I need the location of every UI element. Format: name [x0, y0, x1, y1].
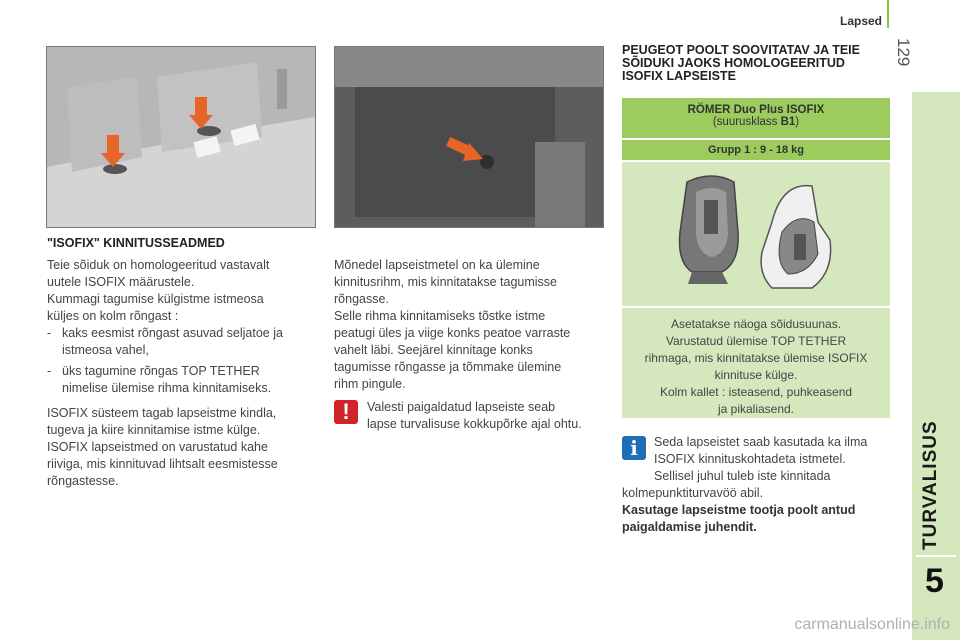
seat-description: Asetatakse näoga sõidusuunas. Varustatud ülemise TOP TETHER rihmaga, mis kinnitatakse ülemise ISOFIX kinnituse külge. Kolm kallet : isteasend, puhkeasend ja pikaliasend. — [622, 308, 890, 418]
isofix-heading: "ISOFIX" KINNITUSSEADMED — [47, 236, 225, 250]
seat-model: RÖMER Duo Plus ISOFIX — [687, 104, 825, 116]
info-note: Seda lapseistet saab kasutada ka ilma ISOFIX kinnituskohtadeta istmetel. Sellisel juhul tuleb iste kinnitada — [654, 435, 868, 483]
chapter-number: 5 — [925, 562, 944, 600]
child-seat-table — [622, 98, 890, 418]
intro-line: Kummagi tagumise külgistme istmeosa — [47, 292, 264, 306]
header-divider — [887, 0, 889, 28]
chapter-side-label: TURVALISUS — [920, 420, 941, 550]
seat-size-class: (suurusklass B1) — [712, 116, 800, 128]
chapter-title: Lapsed — [839, 14, 882, 28]
recommended-seat-heading: PEUGEOT POOLT SOOVITATAV JA TEIE SÕIDUKI JAOKS HOMOLOGEERITUD ISOFIX LAPSEISTE — [622, 43, 860, 83]
seat-group-row: Grupp 1 : 9 - 18 kg — [622, 140, 890, 160]
info-icon: i — [622, 436, 646, 460]
warning-note: Valesti paigaldatud lapseiste seab lapse turvalisuse kokkupõrke ajal ohtu. — [367, 400, 582, 431]
seat-title-row — [622, 98, 890, 138]
seat-illustration — [622, 162, 890, 306]
tether-paragraph: Mõnedel lapseistmetel on ka ülemine kinnitusrihm, mis kinnitatakse tagumisse rõngasse. Selle rihma kinnitamiseks tõstke istme peatugi üles ja viige konks peatoe varraste vahelt läbi. Seejärel kinnitage konks tagumisse rõngasse ja tõmmake ülemine rihm pingule. — [334, 258, 571, 391]
exclamation-icon: ! — [334, 400, 358, 424]
child-seat-illustration-icon — [622, 162, 890, 306]
intro-line: Teie sõiduk on homologeeritud vastavalt — [47, 258, 270, 272]
isofix-intro — [47, 257, 317, 490]
isofix-closing: ISOFIX süsteem tagab lapseistme kindla, tugeva ja kiire kinnitamise istme külge. ISOFIX lapseistmed on varustatud kahe riiviga, mis kinnituvad lihtsalt eesmistesse rõngastesse. — [47, 406, 278, 488]
watermark: carmanualsonline.info — [794, 616, 950, 633]
bullet-item: - üks tagumine rõngas TOP TETHER nimelise ülemise rihma kinnitamiseks. — [47, 364, 272, 395]
info-note-continued: kolmepunktiturvavöö abil. Kasutage lapseistme tootja poolt antud paigaldamise juhendit. — [622, 486, 856, 534]
bullet-item: - kaks eesmist rõngast asuvad seljatoe ja istmeosa vahel, — [47, 326, 283, 357]
chapter-side-tab — [912, 92, 960, 640]
side-divider — [916, 555, 956, 557]
intro-line: uutele ISOFIX määrustele. — [47, 275, 195, 289]
intro-line: küljes on kolm rõngast : — [47, 309, 179, 323]
rear-tether-ring-photo — [334, 46, 604, 228]
rear-seat-isofix-photo — [46, 46, 316, 228]
page-number: 129 — [894, 38, 913, 67]
